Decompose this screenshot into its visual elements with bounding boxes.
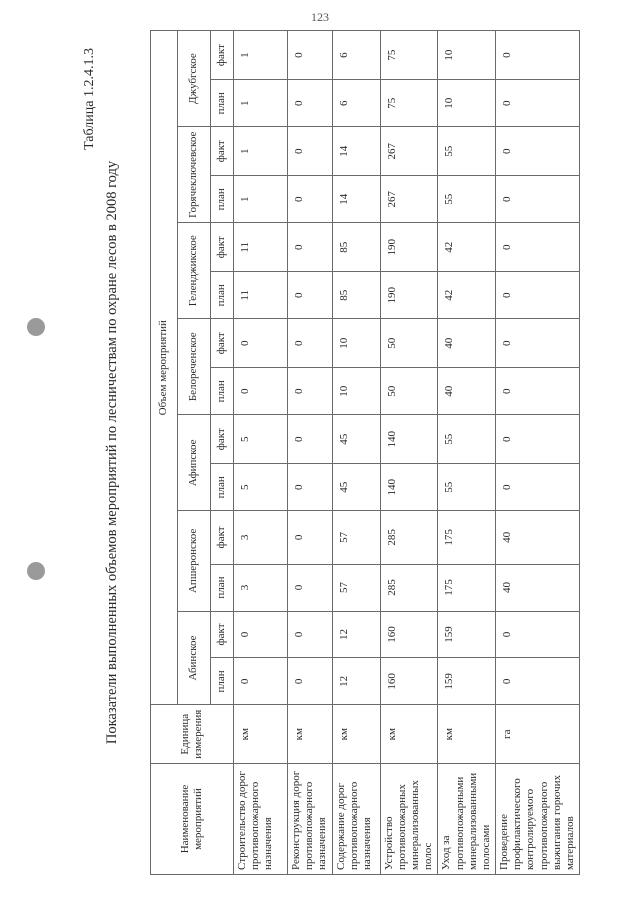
plan-value: 267 xyxy=(380,176,438,223)
fact-value: 0 xyxy=(234,611,288,658)
fact-value: 1 xyxy=(234,127,288,176)
fact-value: 140 xyxy=(380,415,438,464)
header-volume: Объем мероприятий xyxy=(151,31,178,705)
fact-value: 160 xyxy=(380,611,438,658)
plan-value: 10 xyxy=(438,80,496,127)
fact-value: 190 xyxy=(380,223,438,272)
plan-value: 159 xyxy=(438,658,496,705)
fact-value: 10 xyxy=(438,31,496,80)
header-district: Апшеронское xyxy=(178,511,211,611)
activity-name: Устройство противопожарных минерализованных полос xyxy=(380,764,438,875)
plan-value: 75 xyxy=(380,80,438,127)
plan-value: 3 xyxy=(234,564,288,611)
fact-value: 45 xyxy=(332,415,380,464)
header-plan: план xyxy=(211,564,234,611)
header-fact: факт xyxy=(211,319,234,368)
activity-name: Проведение профилактического контролируемого противопожарного выжигания горючих материалов xyxy=(496,764,580,875)
fact-value: 0 xyxy=(288,415,333,464)
plan-value: 10 xyxy=(332,368,380,415)
rotated-page-content xyxy=(82,30,576,875)
fact-value: 159 xyxy=(438,611,496,658)
plan-value: 0 xyxy=(234,368,288,415)
activity-name: Реконструкция дорог противопожарного назначения xyxy=(288,764,333,875)
fact-value: 12 xyxy=(332,611,380,658)
plan-value: 0 xyxy=(288,176,333,223)
fact-value: 5 xyxy=(234,415,288,464)
plan-value: 0 xyxy=(288,80,333,127)
plan-value: 0 xyxy=(496,464,580,511)
plan-value: 50 xyxy=(380,368,438,415)
unit-cell: км xyxy=(332,705,380,764)
fact-value: 42 xyxy=(438,223,496,272)
unit-cell: км xyxy=(438,705,496,764)
header-unit: Единица измерения xyxy=(151,705,234,764)
plan-value: 42 xyxy=(438,272,496,319)
header-district: Абинское xyxy=(178,611,211,705)
plan-value: 55 xyxy=(438,464,496,511)
plan-value: 0 xyxy=(234,658,288,705)
fact-value: 0 xyxy=(234,319,288,368)
fact-value: 0 xyxy=(496,223,580,272)
unit-cell: км xyxy=(234,705,288,764)
fact-value: 0 xyxy=(288,611,333,658)
page-number: 123 xyxy=(311,10,329,24)
plan-value: 1 xyxy=(234,80,288,127)
fact-value: 55 xyxy=(438,127,496,176)
fact-value: 0 xyxy=(288,31,333,80)
fact-value: 85 xyxy=(332,223,380,272)
plan-value: 175 xyxy=(438,564,496,611)
fact-value: 0 xyxy=(496,415,580,464)
header-district: Геленджикское xyxy=(178,223,211,319)
plan-value: 55 xyxy=(438,176,496,223)
fact-value: 0 xyxy=(496,319,580,368)
plan-value: 0 xyxy=(288,564,333,611)
fact-value: 0 xyxy=(288,511,333,564)
fact-value: 0 xyxy=(288,127,333,176)
fact-value: 11 xyxy=(234,223,288,272)
table-row xyxy=(496,31,580,875)
fact-value: 40 xyxy=(496,511,580,564)
header-fact: факт xyxy=(211,223,234,272)
table-row xyxy=(438,31,496,875)
plan-value: 0 xyxy=(288,658,333,705)
activity-name: Уход за противопожарными минерализованными полосами xyxy=(438,764,496,875)
header-plan: план xyxy=(211,272,234,319)
unit-cell: км xyxy=(380,705,438,764)
fact-value: 14 xyxy=(332,127,380,176)
table-row xyxy=(234,31,288,875)
table-row xyxy=(288,31,333,875)
header-fact: факт xyxy=(211,511,234,564)
plan-value: 11 xyxy=(234,272,288,319)
fact-value: 55 xyxy=(438,415,496,464)
header-district: Афипское xyxy=(178,415,211,511)
plan-value: 12 xyxy=(332,658,380,705)
header-fact: факт xyxy=(211,127,234,176)
plan-value: 40 xyxy=(496,564,580,611)
punch-hole-bottom xyxy=(27,562,45,580)
table-id: Таблица 1.2.4.1.3 xyxy=(82,48,97,150)
plan-value: 45 xyxy=(332,464,380,511)
unit-cell: га xyxy=(496,705,580,764)
plan-value: 57 xyxy=(332,564,380,611)
fact-value: 57 xyxy=(332,511,380,564)
header-plan: план xyxy=(211,658,234,705)
header-fact: факт xyxy=(211,611,234,658)
fact-value: 175 xyxy=(438,511,496,564)
plan-value: 85 xyxy=(332,272,380,319)
fact-value: 10 xyxy=(332,319,380,368)
plan-value: 0 xyxy=(496,658,580,705)
plan-value: 140 xyxy=(380,464,438,511)
fact-value: 50 xyxy=(380,319,438,368)
header-fact: факт xyxy=(211,31,234,80)
plan-value: 5 xyxy=(234,464,288,511)
table-row xyxy=(380,31,438,875)
plan-value: 190 xyxy=(380,272,438,319)
plan-value: 0 xyxy=(496,176,580,223)
plan-value: 285 xyxy=(380,564,438,611)
fact-value: 3 xyxy=(234,511,288,564)
header-district: Горячеключевское xyxy=(178,127,211,223)
plan-value: 0 xyxy=(288,368,333,415)
plan-value: 14 xyxy=(332,176,380,223)
header-plan: план xyxy=(211,80,234,127)
fact-value: 0 xyxy=(288,319,333,368)
fact-value: 0 xyxy=(496,611,580,658)
fact-value: 285 xyxy=(380,511,438,564)
fact-value: 267 xyxy=(380,127,438,176)
header-plan: план xyxy=(211,176,234,223)
plan-value: 1 xyxy=(234,176,288,223)
header-plan: план xyxy=(211,464,234,511)
fact-value: 75 xyxy=(380,31,438,80)
plan-value: 6 xyxy=(332,80,380,127)
plan-value: 0 xyxy=(496,272,580,319)
header-activity: Наименование мероприятий xyxy=(151,764,234,875)
fact-value: 0 xyxy=(496,31,580,80)
header-district: Джубгское xyxy=(178,31,211,127)
activity-name: Строительство дорог противопожарного назначения xyxy=(234,764,288,875)
plan-value: 0 xyxy=(496,368,580,415)
table-title: Показатели выполненных объемов мероприятий по лесничествам по охране лесов в 2008 году xyxy=(104,160,120,745)
plan-value: 0 xyxy=(496,80,580,127)
forest-protection-table xyxy=(150,30,580,875)
fact-value: 0 xyxy=(288,223,333,272)
punch-hole-top xyxy=(27,318,45,336)
unit-cell: км xyxy=(288,705,333,764)
plan-value: 0 xyxy=(288,464,333,511)
fact-value: 1 xyxy=(234,31,288,80)
fact-value: 40 xyxy=(438,319,496,368)
activity-name: Содержание дорог противопожарного назначения xyxy=(332,764,380,875)
header-plan: план xyxy=(211,368,234,415)
plan-value: 40 xyxy=(438,368,496,415)
table-row xyxy=(332,31,380,875)
header-fact: факт xyxy=(211,415,234,464)
plan-value: 160 xyxy=(380,658,438,705)
plan-value: 0 xyxy=(288,272,333,319)
header-district: Белореченское xyxy=(178,319,211,415)
fact-value: 0 xyxy=(496,127,580,176)
fact-value: 6 xyxy=(332,31,380,80)
